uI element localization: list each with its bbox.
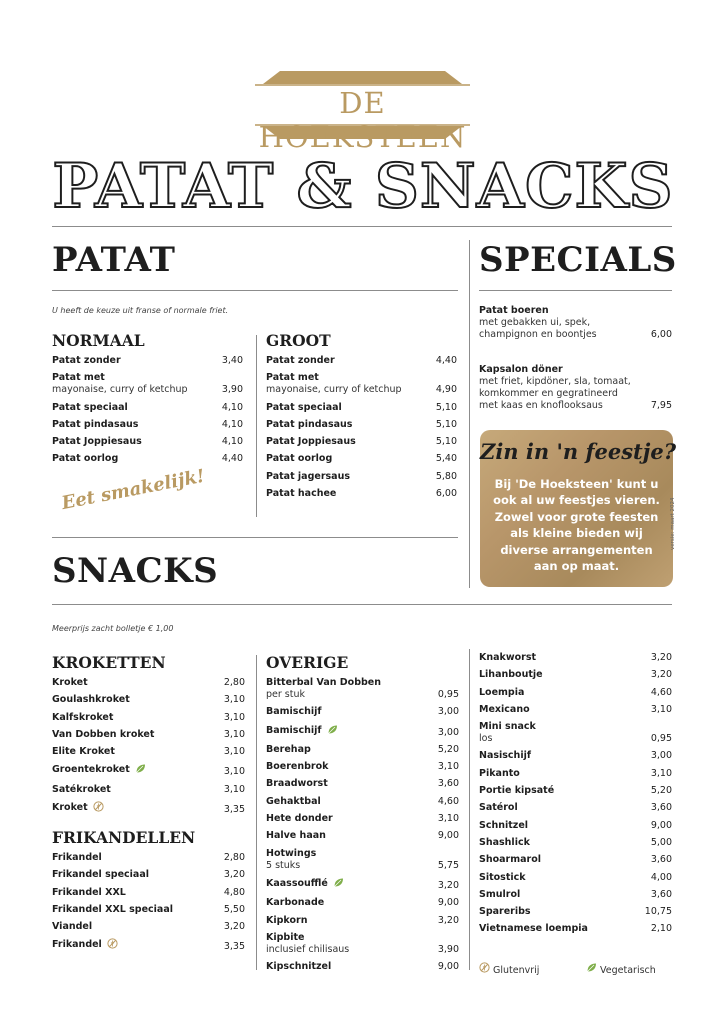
menu-item <box>266 372 457 401</box>
item-name <box>52 453 243 465</box>
item-price: 3,10 <box>650 767 672 779</box>
divider <box>469 649 470 970</box>
item-name <box>266 961 459 973</box>
item-description: mayonaise, curry of ketchup <box>266 384 402 396</box>
item-name <box>479 768 672 780</box>
item-name <box>479 687 672 699</box>
item-name-text: Mini snack <box>479 721 536 733</box>
item-name-text: Patat Joppiesaus <box>52 436 142 448</box>
item-name <box>266 932 459 944</box>
item-name-text: Patat hachee <box>266 488 337 500</box>
item-name <box>266 724 459 739</box>
menu-item <box>266 932 459 961</box>
item-price: 3,10 <box>223 728 245 740</box>
menu-item <box>266 355 457 372</box>
menu-item <box>52 355 243 372</box>
item-name-text: Kalfskroket <box>52 711 114 723</box>
item-name <box>52 801 245 816</box>
item-name <box>52 355 243 367</box>
leaf-icon <box>333 877 344 892</box>
item-name-text: Frikandel XXL <box>52 886 126 898</box>
menu-item <box>266 796 459 813</box>
item-name-text: Patat pindasaus <box>266 418 353 430</box>
item-price: 3,10 <box>223 694 245 706</box>
item-name <box>266 706 459 718</box>
item-description: inclusief chilisaus <box>266 943 350 955</box>
item-name <box>266 897 459 909</box>
item-price: 2,80 <box>223 852 245 863</box>
item-name-text: Gehaktbal <box>266 795 321 807</box>
item-name <box>52 763 245 778</box>
item-price: 3,00 <box>650 750 672 762</box>
special-name: Kapsalon döner <box>479 364 563 375</box>
item-description: los <box>479 733 493 745</box>
menu-item <box>266 915 459 932</box>
item-name <box>266 436 457 448</box>
menu-item <box>479 785 672 802</box>
item-name <box>266 372 457 384</box>
snacks-section-title: SNACKS <box>52 551 219 591</box>
item-name-text: Boerenbrok <box>266 761 329 773</box>
item-price: 2,80 <box>223 677 245 688</box>
glutenfree-icon <box>107 938 118 953</box>
item-price: 3,20 <box>650 669 672 681</box>
item-name <box>266 677 459 689</box>
menu-item <box>479 669 672 686</box>
item-name <box>52 372 243 384</box>
item-name-text: Mexicano <box>479 703 530 715</box>
menu-item <box>479 872 672 889</box>
divider <box>52 290 458 291</box>
menu-item <box>266 677 459 706</box>
item-name-text: Patat zonder <box>266 355 335 366</box>
item-price: 3,60 <box>437 778 459 790</box>
menu-item <box>266 402 457 419</box>
promo-body: Bij 'De Hoeksteen' kunt u ook al uw feestjes vieren. Zowel voor grote feesten als kleine bieden wij diverse arrangementen aan op maat. <box>493 477 660 574</box>
item-name <box>266 471 457 483</box>
item-price: 0,95 <box>650 733 672 745</box>
special-description: met kaas en knoflooksaus <box>479 400 603 411</box>
menu-item <box>266 897 459 914</box>
normaal-title: NORMAAL <box>52 331 145 350</box>
item-price: 6,00 <box>435 488 457 500</box>
item-name-text: Goulashkroket <box>52 694 130 706</box>
item-name-text: Karbonade <box>266 897 325 909</box>
item-name-text: Vietnamese loempia <box>479 923 588 935</box>
menu-item <box>52 712 245 729</box>
item-name-text: Hete donder <box>266 813 333 825</box>
item-name <box>479 750 672 762</box>
item-name <box>52 677 245 689</box>
menu-item <box>52 694 245 711</box>
brand-logo <box>245 70 480 154</box>
item-price: 3,35 <box>223 941 245 953</box>
menu-item <box>52 921 245 938</box>
item-description: 5 stuks <box>266 859 301 871</box>
item-name-text: Kaassoufflé <box>266 877 328 889</box>
item-price: 3,10 <box>437 813 459 825</box>
item-name-text: Braadworst <box>266 778 328 790</box>
item-price: 5,75 <box>437 859 459 871</box>
divider <box>52 537 458 538</box>
menu-item <box>479 820 672 837</box>
item-name-text: Kroket <box>52 802 88 814</box>
divider <box>479 290 672 291</box>
item-name <box>479 785 672 797</box>
frikandellen-list <box>52 852 245 959</box>
item-price: 3,10 <box>437 761 459 773</box>
menu-item <box>52 677 245 694</box>
item-name-text: Satérol <box>479 802 518 814</box>
special-name: Patat boeren <box>479 305 549 316</box>
item-name <box>479 854 672 866</box>
item-name-text: Patat oorlog <box>266 453 333 465</box>
item-name <box>479 906 672 918</box>
item-price: 5,50 <box>223 903 245 915</box>
item-price: 3,90 <box>221 384 243 396</box>
item-price: 0,95 <box>437 689 459 700</box>
item-name-text: Shoarmarol <box>479 854 542 866</box>
item-price: 3,35 <box>223 804 245 816</box>
item-name-text: Frikandel XXL speciaal <box>52 903 173 915</box>
item-name-text: Bamischijf <box>266 706 322 718</box>
eet-smakelijk-script: Eet smakelijk! <box>59 465 207 514</box>
groot-title: GROOT <box>266 331 331 350</box>
item-name-text: Smulrol <box>479 888 521 900</box>
special-price: 7,95 <box>650 400 672 411</box>
item-name <box>479 704 672 716</box>
menu-item <box>52 453 243 470</box>
item-name <box>266 355 457 367</box>
item-name-text: Van Dobben kroket <box>52 728 155 740</box>
item-price: 3,10 <box>223 746 245 758</box>
item-price: 5,10 <box>435 418 457 430</box>
menu-item <box>479 923 672 940</box>
item-price: 4,40 <box>435 355 457 366</box>
item-description: per stuk <box>266 689 305 700</box>
patat-section-title: PATAT <box>52 240 176 280</box>
special-description: met friet, kipdöner, sla, tomaat, <box>479 376 631 387</box>
item-name <box>266 813 459 825</box>
frikandellen-title: FRIKANDELLEN <box>52 828 196 847</box>
item-name-text: Bitterbal Van Dobben <box>266 677 382 688</box>
item-price: 5,00 <box>650 836 672 848</box>
item-price: 5,40 <box>435 453 457 465</box>
item-name <box>52 938 245 953</box>
special-item <box>479 305 672 341</box>
menu-item <box>52 852 245 869</box>
special-description: met gebakken ui, spek, <box>479 317 591 328</box>
item-name-text: Patat oorlog <box>52 453 119 465</box>
menu-item <box>479 652 672 669</box>
snacks-note: Meerprijs zacht bolletje € 1,00 <box>52 624 174 633</box>
item-name <box>52 436 243 448</box>
glutenfree-icon <box>479 965 490 976</box>
divider <box>256 655 257 970</box>
item-price: 4,60 <box>437 795 459 807</box>
item-name <box>479 802 672 814</box>
item-name <box>52 784 245 796</box>
item-price: 10,75 <box>644 906 672 918</box>
item-price: 9,00 <box>437 897 459 909</box>
item-name-text: Kipschnitzel <box>266 961 332 973</box>
item-name-text: Frikandel <box>52 852 102 863</box>
item-name-text: Berehap <box>266 743 311 755</box>
item-price: 3,20 <box>223 869 245 881</box>
item-price: 3,00 <box>437 706 459 718</box>
leaf-icon <box>586 965 597 976</box>
menu-item <box>266 848 459 877</box>
divider <box>52 226 672 227</box>
menu-item <box>479 750 672 767</box>
special-description: komkommer en gegratineerd <box>479 388 618 399</box>
item-name-text: Patat met <box>266 372 319 384</box>
item-price: 9,00 <box>437 830 459 842</box>
menu-item <box>52 938 245 958</box>
special-price: 6,00 <box>650 329 672 340</box>
item-name <box>52 904 245 916</box>
item-name-text: Viandel <box>52 921 93 933</box>
item-name <box>266 453 457 465</box>
item-price: 3,10 <box>223 711 245 723</box>
item-price: 5,20 <box>437 743 459 755</box>
item-name <box>52 746 245 758</box>
menu-item <box>479 704 672 721</box>
overige-list <box>266 677 459 978</box>
menu-item <box>52 419 243 436</box>
item-name <box>266 915 459 927</box>
item-name-text: Kipkorn <box>266 914 308 926</box>
menu-item <box>52 402 243 419</box>
item-name <box>266 848 459 860</box>
menu-item <box>266 436 457 453</box>
item-name-text: Bamischijf <box>266 724 322 736</box>
menu-item <box>52 904 245 921</box>
item-name-text: Kroket <box>52 677 88 688</box>
menu-item <box>266 724 459 744</box>
kroketten-list <box>52 677 245 821</box>
item-description: mayonaise, curry of ketchup <box>52 384 188 396</box>
item-name <box>266 402 457 414</box>
item-price: 3,20 <box>437 914 459 926</box>
menu-item <box>266 877 459 897</box>
leaf-icon <box>327 724 338 739</box>
item-price: 3,20 <box>437 879 459 891</box>
item-name-text: Frikandel speciaal <box>52 869 149 881</box>
menu-item <box>479 802 672 819</box>
menu-item <box>52 436 243 453</box>
item-price: 4,40 <box>221 453 243 465</box>
patat-note: U heeft de keuze uit franse of normale friet. <box>52 306 229 315</box>
item-name-text: Patat zonder <box>52 355 121 366</box>
menu-item <box>479 687 672 704</box>
item-price: 3,10 <box>650 703 672 715</box>
item-name-text: Nasischijf <box>479 750 531 762</box>
kroketten-title: KROKETTEN <box>52 653 166 672</box>
item-name <box>52 729 245 741</box>
item-name <box>52 887 245 899</box>
item-name <box>52 402 243 414</box>
menu-item <box>266 488 457 505</box>
item-name-text: Schnitzel <box>479 819 529 831</box>
vegetarian-label: Vegetarisch <box>600 965 656 976</box>
item-name <box>266 761 459 773</box>
item-price: 2,10 <box>650 923 672 935</box>
item-price: 3,20 <box>650 652 672 663</box>
item-name-text: Shashlick <box>479 836 530 848</box>
item-price: 3,40 <box>221 355 243 366</box>
item-price: 9,00 <box>650 819 672 831</box>
item-name <box>479 669 672 681</box>
menu-item <box>52 887 245 904</box>
item-name <box>52 694 245 706</box>
page-title: PATAT & SNACKS <box>52 151 674 222</box>
glutenfree-icon <box>93 801 104 816</box>
item-price: 5,80 <box>435 470 457 482</box>
item-name-text: Satékroket <box>52 783 111 795</box>
item-name <box>266 877 459 892</box>
item-name <box>266 830 459 842</box>
version-note: versie: maart 2024 <box>670 497 676 550</box>
party-promo-box <box>480 430 676 587</box>
item-name <box>52 712 245 724</box>
menu-item <box>266 419 457 436</box>
menu-item <box>52 801 245 821</box>
item-name-text: Lihanboutje <box>479 669 543 681</box>
menu-item <box>266 471 457 488</box>
specials-section-title: SPECIALS <box>479 240 677 280</box>
item-price: 3,20 <box>223 921 245 933</box>
item-name <box>479 889 672 901</box>
item-name <box>52 869 245 881</box>
divider <box>52 604 672 605</box>
item-name <box>479 820 672 832</box>
leaf-icon <box>135 763 146 778</box>
menu-item <box>266 830 459 847</box>
item-name-text: Patat speciaal <box>266 401 342 413</box>
item-name <box>479 923 672 935</box>
item-name <box>479 837 672 849</box>
menu-item <box>479 854 672 871</box>
menu-item <box>479 906 672 923</box>
glutenfree-label: Glutenvrij <box>493 965 540 976</box>
item-name <box>52 852 245 864</box>
special-description: champignon en boontjes <box>479 329 597 340</box>
item-price: 3,10 <box>223 783 245 795</box>
menu-item <box>52 372 243 401</box>
overige-title: OVERIGE <box>266 653 349 672</box>
item-name-text: Hotwings <box>266 847 317 859</box>
item-name-text: Patat pindasaus <box>52 418 139 430</box>
item-price: 3,90 <box>437 943 459 955</box>
item-price: 4,60 <box>650 686 672 698</box>
divider <box>256 335 257 517</box>
item-name-text: Frikandel <box>52 939 102 951</box>
normaal-list <box>52 355 243 471</box>
item-price: 5,10 <box>435 436 457 448</box>
item-price: 3,60 <box>650 854 672 866</box>
item-name-text: Kipbite <box>266 931 305 943</box>
special-item <box>479 364 672 412</box>
legend-glutenfree <box>479 962 539 976</box>
item-name-text: Spareribs <box>479 906 531 918</box>
item-price: 4,10 <box>221 436 243 448</box>
menu-item <box>479 768 672 785</box>
item-name-text: Patat jagersaus <box>266 470 350 482</box>
menu-item <box>266 744 459 761</box>
item-name <box>266 419 457 431</box>
item-name-text: Patat Joppiesaus <box>266 436 356 448</box>
brand-name: DE HOEKSTEEN <box>258 86 467 154</box>
menu-item <box>52 869 245 886</box>
item-name-text: Portie kipsaté <box>479 785 555 797</box>
item-price: 4,90 <box>435 384 457 396</box>
item-name <box>52 419 243 431</box>
item-price: 3,10 <box>223 766 245 778</box>
menu-item <box>52 763 245 783</box>
menu-item <box>266 813 459 830</box>
item-price: 5,10 <box>435 401 457 413</box>
menu-item <box>52 784 245 801</box>
item-name <box>52 921 245 933</box>
item-name <box>479 652 672 664</box>
item-price: 3,60 <box>650 888 672 900</box>
more-snacks-list <box>479 652 672 941</box>
item-price: 5,20 <box>650 785 672 797</box>
item-price: 3,00 <box>437 726 459 738</box>
item-name-text: Patat met <box>52 372 105 384</box>
item-name <box>266 744 459 756</box>
item-name <box>266 488 457 500</box>
item-name-text: Groentekroket <box>52 764 130 776</box>
promo-title: Zin in 'n feestje? <box>480 439 676 464</box>
menu-item <box>266 706 459 723</box>
item-price: 9,00 <box>437 961 459 973</box>
item-price: 4,00 <box>650 871 672 883</box>
item-name <box>266 796 459 808</box>
item-name-text: Sitostick <box>479 871 526 883</box>
menu-item <box>52 729 245 746</box>
menu-item <box>479 889 672 906</box>
item-name-text: Knakworst <box>479 652 537 663</box>
item-name <box>479 721 672 733</box>
menu-item <box>479 837 672 854</box>
item-name-text: Loempia <box>479 686 525 698</box>
menu-item <box>266 961 459 978</box>
menu-item <box>479 721 672 750</box>
item-name-text: Halve haan <box>266 830 326 842</box>
menu-item <box>52 746 245 763</box>
divider <box>469 240 470 588</box>
legend-vegetarian <box>586 962 656 976</box>
item-name <box>266 778 459 790</box>
menu-item <box>266 453 457 470</box>
menu-item <box>266 761 459 778</box>
item-name <box>479 872 672 884</box>
item-price: 4,80 <box>223 886 245 898</box>
menu-item <box>266 778 459 795</box>
item-price: 4,10 <box>221 401 243 413</box>
item-name-text: Patat speciaal <box>52 401 128 413</box>
item-price: 4,10 <box>221 418 243 430</box>
item-price: 3,60 <box>650 802 672 814</box>
item-name-text: Elite Kroket <box>52 746 115 758</box>
groot-list <box>266 355 457 505</box>
item-name-text: Pikanto <box>479 767 520 779</box>
